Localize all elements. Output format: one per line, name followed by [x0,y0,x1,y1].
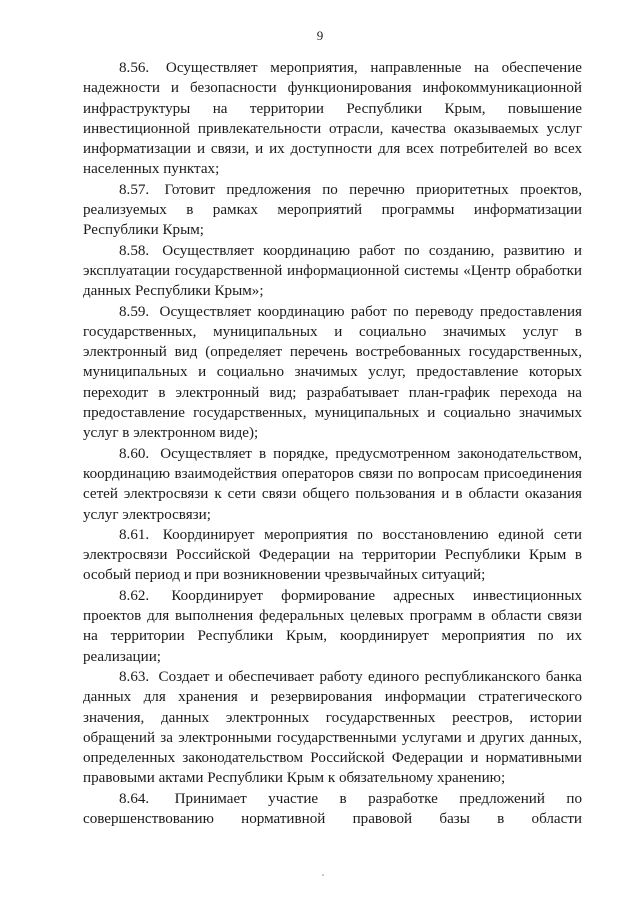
paragraph-number: 8.56. [119,60,150,76]
paragraph-8-62 [83,586,582,667]
paragraph-8-57 [83,180,582,241]
paragraph-8-63 [83,667,582,789]
paragraph-text: Осуществляет мероприятия, направленные на обеспечение надежности и безопасности функционирования инфокоммуникационной инфраструктуры на территории Республики Крым, повышение инвестиционной привлекательности отрасли, качества оказываемых услуг информатизации и связи, и их доступности для всех потребителей во всех населенных пунктах; [83,60,583,178]
paragraph-8-59 [83,302,582,444]
paragraph-text: Координирует формирование адресных инвестиционных проектов для выполнения федеральных целевых программ в области связи на территории Республики Крым, координирует мероприятия по их реализации; [83,587,583,665]
paragraph-number: 8.64. [119,790,150,807]
paragraph-number: 8.57. [119,181,150,198]
paragraph-text: Осуществляет координацию работ по переводу предоставления государственных, муниципальных и социально значимых услуг в электронный вид (определяет перечень востребованных государственных, муниципальных и социально значимых услуг, предоставление которых переходит в электронный вид; разрабатывает план-график перехода на предоставление государственных, муниципальных и социально значимых услуг в электронном виде); [83,303,582,442]
paragraph-number: 8.60. [119,445,150,462]
document-body [83,58,582,829]
paragraph-text: Создает и обеспечивает работу единого республиканского банка данных для хранения и резервирования информации стратегического значения, данных электронных государственных реестров, истории обращений за электронными государственными услугами и других данных, определенных законодательством Российской Федерации и нормативными правовыми актами Республики Крым к обязательному хранению; [83,668,582,787]
paragraph-8-61 [83,525,582,586]
paragraph-number: 8.62. [119,587,150,604]
paragraph-8-58 [83,241,582,302]
paragraph-text: Осуществляет в порядке, предусмотренном законодательством, координацию взаимодействия операторов связи по вопросам присоединения сетей электросвязи к сети связи общего пользования и в области оказания услуг электросвязи; [83,445,582,523]
paragraph-number: 8.59. [119,303,150,320]
paragraph-number: 8.63. [119,668,150,685]
paragraph-number: 8.61. [119,526,150,543]
paragraph-8-60 [83,444,582,525]
paragraph-text: Осуществляет координацию работ по созданию, развитию и эксплуатации государственной информационной системы «Центр обработки данных Республики Крым»; [83,242,582,300]
paragraph-text: Готовит предложения по перечню приоритетных проектов, реализуемых в рамках мероприятий программы информатизации Республики Крым; [83,181,583,239]
paragraph-text: Координирует мероприятия по восстановлению единой сети электросвязи Российской Федерации на территории Республики Крым в особый период и при возникновении чрезвычайных ситуаций; [83,526,582,584]
paragraph-8-56 [83,58,582,180]
paragraph-text: Принимает участие в разработке предложений по совершенствованию нормативной правовой базы в области [83,790,582,827]
page-number: 9 [316,28,324,43]
paragraph-number: 8.58. [119,242,150,259]
scan-speck [322,874,324,876]
paragraph-8-64 [83,789,582,830]
